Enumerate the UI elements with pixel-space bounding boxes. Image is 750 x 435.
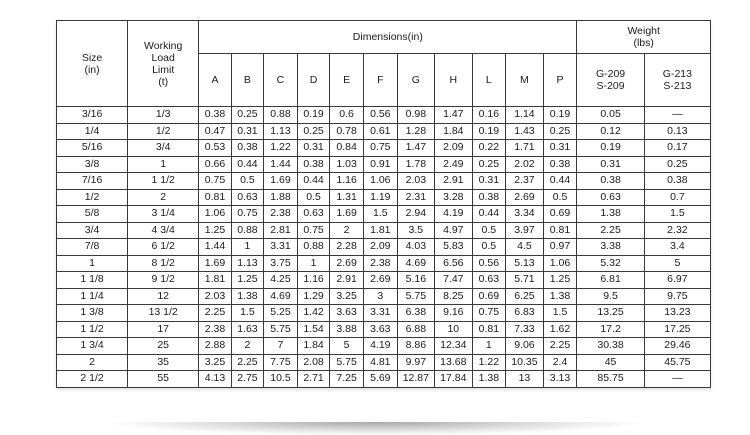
table-cell: 2.32 (644, 222, 710, 239)
table-cell: 0.61 (363, 123, 397, 140)
table-cell: 2.25 (231, 354, 263, 371)
table-cell: 4.13 (199, 371, 231, 388)
table-cell: 1 3/4 (57, 338, 128, 355)
table-cell: 55 (128, 371, 199, 388)
table-cell: 2.81 (264, 222, 298, 239)
table-cell: 3.97 (506, 222, 543, 239)
table-row (57, 222, 711, 239)
table-cell: 4.03 (397, 239, 434, 256)
table-cell: 2.4 (543, 354, 577, 371)
table-cell: 0.53 (199, 140, 231, 157)
table-cell: 0.78 (330, 123, 364, 140)
table-cell: 0.44 (231, 156, 263, 173)
table-cell: 2.94 (397, 206, 434, 223)
table-cell: 1.78 (397, 156, 434, 173)
table-cell: 2 (330, 222, 364, 239)
dimension-col-header-h: H (435, 54, 472, 107)
table-cell: 7/16 (57, 173, 128, 190)
table-cell: 0.88 (297, 239, 329, 256)
table-cell: 1.13 (231, 255, 263, 272)
table-cell: 7 (264, 338, 298, 355)
table-cell: 1.19 (363, 189, 397, 206)
table-cell: 2.38 (199, 321, 231, 338)
size-header: Size (in) (57, 21, 128, 107)
table-cell: 3.63 (363, 321, 397, 338)
table-cell: 1.81 (199, 272, 231, 289)
table-cell: 0.81 (472, 321, 506, 338)
table-cell: 0.81 (199, 189, 231, 206)
table-cell: 1.25 (543, 272, 577, 289)
table-cell: 1.38 (472, 371, 506, 388)
table-cell: 0.19 (577, 140, 644, 157)
table-cell: 0.44 (297, 173, 329, 190)
table-cell: 1.69 (264, 173, 298, 190)
table-cell: 1.16 (297, 272, 329, 289)
table-cell: 6 1/2 (128, 239, 199, 256)
table-cell: 1 (297, 255, 329, 272)
table-cell: 9.06 (506, 338, 543, 355)
table-cell: 4.81 (363, 354, 397, 371)
table-cell: 0.5 (297, 189, 329, 206)
table-cell: 0.25 (644, 156, 710, 173)
table-cell: 5.25 (264, 305, 298, 322)
table-cell: 0.6 (330, 107, 364, 124)
table-cell: 2.75 (231, 371, 263, 388)
table-cell: 45 (577, 354, 644, 371)
table-cell: 1.38 (231, 288, 263, 305)
table-cell: 2.71 (297, 371, 329, 388)
table-cell: 30.38 (577, 338, 644, 355)
table-cell: 2.91 (435, 173, 472, 190)
table-cell: 1.06 (199, 206, 231, 223)
table-cell: 2.09 (435, 140, 472, 157)
table-cell: 1.25 (199, 222, 231, 239)
table-cell: 1.03 (330, 156, 364, 173)
table-cell: 12.34 (435, 338, 472, 355)
table-cell: 2 (231, 338, 263, 355)
weight-header: Weight (lbs) (577, 21, 711, 54)
table-cell: 0.63 (472, 272, 506, 289)
table-cell: 4 3/4 (128, 222, 199, 239)
table-cell: 1.84 (297, 338, 329, 355)
table-cell: 0.22 (472, 140, 506, 157)
table-cell: 35 (128, 354, 199, 371)
table-row (57, 272, 711, 289)
table-cell: 1.88 (264, 189, 298, 206)
table-cell: 0.88 (264, 107, 298, 124)
table-row (57, 321, 711, 338)
table-row (57, 189, 711, 206)
table-cell: 6.97 (644, 272, 710, 289)
table-cell: 5 (330, 338, 364, 355)
table-cell: 0.05 (577, 107, 644, 124)
table-cell: 6.83 (506, 305, 543, 322)
table-cell: 4.19 (363, 338, 397, 355)
dimensions-header: Dimensions(in) (199, 21, 577, 54)
table-cell: 10.5 (264, 371, 298, 388)
table-cell: 1.06 (543, 255, 577, 272)
table-cell: 17 (128, 321, 199, 338)
table-cell: 8.86 (397, 338, 434, 355)
table-row (57, 371, 711, 388)
table-cell: 1 (231, 239, 263, 256)
table-cell: 0.17 (644, 140, 710, 157)
table-cell: 0.63 (231, 189, 263, 206)
table-cell: 0.56 (472, 255, 506, 272)
table-cell: 0.38 (543, 156, 577, 173)
table-cell: 0.5 (472, 239, 506, 256)
table-cell: 4.97 (435, 222, 472, 239)
table-cell: 17.84 (435, 371, 472, 388)
table-cell: 2.28 (330, 239, 364, 256)
table-cell: 1 3/8 (57, 305, 128, 322)
dimension-col-header-g: G (397, 54, 434, 107)
table-cell: 1.38 (577, 206, 644, 223)
table-cell: 0.31 (577, 156, 644, 173)
table-cell: 2.25 (577, 222, 644, 239)
table-cell: 0.97 (543, 239, 577, 256)
table-cell: 13.25 (577, 305, 644, 322)
table-cell: 1.29 (297, 288, 329, 305)
table-cell: 0.25 (472, 156, 506, 173)
table-cell: 1.71 (506, 140, 543, 157)
table-cell: 5.75 (264, 321, 298, 338)
table-cell: 0.75 (231, 206, 263, 223)
table-cell: 3/16 (57, 107, 128, 124)
table-cell: 3/8 (57, 156, 128, 173)
table-cell: 1.42 (297, 305, 329, 322)
table-cell: 0.44 (543, 173, 577, 190)
table-cell: 0.13 (644, 123, 710, 140)
table-cell: 1.14 (506, 107, 543, 124)
table-row (57, 354, 711, 371)
table-cell: 0.25 (543, 123, 577, 140)
table-row (57, 156, 711, 173)
table-cell: 1.5 (363, 206, 397, 223)
table-cell: 4.69 (264, 288, 298, 305)
table-cell: 0.19 (297, 107, 329, 124)
table-cell: 7.33 (506, 321, 543, 338)
table-cell: 3.25 (199, 354, 231, 371)
table-cell: 0.12 (577, 123, 644, 140)
table-cell: 1.43 (506, 123, 543, 140)
table-cell: 12.87 (397, 371, 434, 388)
table-cell: 1 1/4 (57, 288, 128, 305)
table-cell: 1 (472, 338, 506, 355)
page-shadow (110, 422, 640, 435)
table-cell: 0.38 (472, 189, 506, 206)
weight-col-header: G-213 S-213 (644, 54, 710, 107)
table-cell: 2.38 (264, 206, 298, 223)
table-cell: 3.31 (264, 239, 298, 256)
table-cell: 0.75 (297, 222, 329, 239)
table-cell: 1.16 (330, 173, 364, 190)
shackle-dimensions-table (56, 20, 711, 388)
table-row (57, 140, 711, 157)
table-body (57, 107, 711, 388)
table-cell: 0.19 (472, 123, 506, 140)
table-cell: 0.75 (199, 173, 231, 190)
table-cell: 2 (128, 189, 199, 206)
table-cell: 7.47 (435, 272, 472, 289)
table-cell: 0.75 (472, 305, 506, 322)
table-cell: 17.25 (644, 321, 710, 338)
table-cell: 1/4 (57, 123, 128, 140)
table-cell: 1.84 (435, 123, 472, 140)
table-row (57, 107, 711, 124)
table-cell: 0.5 (543, 189, 577, 206)
table-cell: 7.75 (264, 354, 298, 371)
table-row (57, 338, 711, 355)
table-cell: 9.16 (435, 305, 472, 322)
table-cell: 13 1/2 (128, 305, 199, 322)
table-cell: 0.7 (644, 189, 710, 206)
table-cell: 0.25 (297, 123, 329, 140)
dimension-col-header-b: B (231, 54, 263, 107)
dimension-col-header-e: E (330, 54, 364, 107)
table-cell: 3/4 (57, 222, 128, 239)
table-cell: 4.69 (397, 255, 434, 272)
table-cell: 3.13 (543, 371, 577, 388)
table-cell: 1/3 (128, 107, 199, 124)
table-cell: 2.25 (199, 305, 231, 322)
table-cell: 10 (435, 321, 472, 338)
table-row (57, 305, 711, 322)
table-cell: 3.75 (264, 255, 298, 272)
table-cell: 4.19 (435, 206, 472, 223)
table-cell: 9.75 (644, 288, 710, 305)
table-cell: — (644, 371, 710, 388)
table-cell: 7/8 (57, 239, 128, 256)
table-cell: 0.38 (577, 173, 644, 190)
table-cell: 1.22 (264, 140, 298, 157)
table-cell: 0.31 (231, 123, 263, 140)
table-cell: 0.98 (397, 107, 434, 124)
table-cell: 45.75 (644, 354, 710, 371)
table-cell: 2.38 (363, 255, 397, 272)
table-cell: 1 (57, 255, 128, 272)
table-cell: 2.03 (397, 173, 434, 190)
table-cell: 1.5 (543, 305, 577, 322)
table-cell: 1.47 (397, 140, 434, 157)
table-cell: 0.16 (472, 107, 506, 124)
table-cell: 5.83 (435, 239, 472, 256)
table-cell: 3 1/4 (128, 206, 199, 223)
table-cell: 0.38 (199, 107, 231, 124)
table-cell: 0.31 (297, 140, 329, 157)
table-cell: 0.5 (231, 173, 263, 190)
table-cell: 0.63 (577, 189, 644, 206)
table-cell: 3.63 (330, 305, 364, 322)
table-cell: 2.02 (506, 156, 543, 173)
table-cell: 5.75 (330, 354, 364, 371)
table-row (57, 239, 711, 256)
table-cell: 13 (506, 371, 543, 388)
table-cell: 1.38 (543, 288, 577, 305)
table-cell: 0.31 (543, 140, 577, 157)
table-cell: 3.28 (435, 189, 472, 206)
table-cell: 0.38 (644, 173, 710, 190)
table-cell: 6.25 (506, 288, 543, 305)
table-cell: 1.5 (644, 206, 710, 223)
table-cell: 4.5 (506, 239, 543, 256)
table-cell: 1 (128, 156, 199, 173)
dimension-col-header-a: A (199, 54, 231, 107)
table-cell: 8 1/2 (128, 255, 199, 272)
table-cell: 1.63 (231, 321, 263, 338)
table-cell: 5.71 (506, 272, 543, 289)
table-cell: 2.31 (397, 189, 434, 206)
table-cell: 1.5 (231, 305, 263, 322)
table-cell: 2.69 (506, 189, 543, 206)
table-cell: 1 1/2 (57, 321, 128, 338)
table-row (57, 123, 711, 140)
table-cell: 0.69 (543, 206, 577, 223)
table-cell: 5.32 (577, 255, 644, 272)
table-cell: 1.06 (363, 173, 397, 190)
table-cell: 2.69 (330, 255, 364, 272)
dimension-col-header-c: C (264, 54, 298, 107)
table-cell: 1.28 (397, 123, 434, 140)
dimension-col-header-d: D (297, 54, 329, 107)
header-row-top (57, 21, 711, 54)
table-cell: 3.88 (330, 321, 364, 338)
table-cell: 17.2 (577, 321, 644, 338)
table-row (57, 173, 711, 190)
table-cell: 0.31 (472, 173, 506, 190)
table-cell: 4.25 (264, 272, 298, 289)
table-cell: 1.69 (199, 255, 231, 272)
table-cell: 9.5 (577, 288, 644, 305)
table-cell: 2.25 (543, 338, 577, 355)
table-cell: 2.03 (199, 288, 231, 305)
table-cell: 7.25 (330, 371, 364, 388)
table-cell: 0.47 (199, 123, 231, 140)
table-cell: 1.25 (231, 272, 263, 289)
table-cell: 85.75 (577, 371, 644, 388)
table-cell: 0.69 (472, 288, 506, 305)
table-cell: 13.23 (644, 305, 710, 322)
table-cell: 5.13 (506, 255, 543, 272)
table-cell: 1/2 (128, 123, 199, 140)
table-cell: 1.22 (472, 354, 506, 371)
table-cell: 2.37 (506, 173, 543, 190)
table-cell: — (644, 107, 710, 124)
dimension-col-header-l: L (472, 54, 506, 107)
table-cell: 12 (128, 288, 199, 305)
table-cell: 1.44 (264, 156, 298, 173)
table-cell: 3 (363, 288, 397, 305)
table-cell: 6.56 (435, 255, 472, 272)
table-cell: 3.5 (397, 222, 434, 239)
table-cell: 25 (128, 338, 199, 355)
table-cell: 6.38 (397, 305, 434, 322)
table-cell: 0.19 (543, 107, 577, 124)
table-cell: 1.81 (363, 222, 397, 239)
dimension-col-header-p: P (543, 54, 577, 107)
table-cell: 9 1/2 (128, 272, 199, 289)
table-cell: 1.47 (435, 107, 472, 124)
table-cell: 2.91 (330, 272, 364, 289)
table-cell: 5.16 (397, 272, 434, 289)
table-cell: 0.44 (472, 206, 506, 223)
table-cell: 3.31 (363, 305, 397, 322)
table-cell: 3.34 (506, 206, 543, 223)
dimension-col-header-f: F (363, 54, 397, 107)
table-cell: 5.75 (397, 288, 434, 305)
weight-col-header: G-209 S-209 (577, 54, 644, 107)
table-cell: 0.66 (199, 156, 231, 173)
table-cell: 6.88 (397, 321, 434, 338)
table-cell: 0.88 (231, 222, 263, 239)
table-cell: 0.25 (231, 107, 263, 124)
table-cell: 0.5 (472, 222, 506, 239)
table-cell: 3.4 (644, 239, 710, 256)
table-cell: 3/4 (128, 140, 199, 157)
table-cell: 5.69 (363, 371, 397, 388)
table-cell: 0.91 (363, 156, 397, 173)
table-cell: 5 (644, 255, 710, 272)
table-cell: 0.38 (297, 156, 329, 173)
table-row (57, 206, 711, 223)
table-cell: 1.44 (199, 239, 231, 256)
table-cell: 1 1/2 (128, 173, 199, 190)
table-cell: 9.97 (397, 354, 434, 371)
table-cell: 1.31 (330, 189, 364, 206)
table-cell: 10.35 (506, 354, 543, 371)
table-cell: 2.88 (199, 338, 231, 355)
table-row (57, 255, 711, 272)
table-cell: 3.38 (577, 239, 644, 256)
dimension-col-header-m: M (506, 54, 543, 107)
working-load-limit-header: Working Load Limit (t) (128, 21, 199, 107)
table-cell: 1 1/8 (57, 272, 128, 289)
table-cell: 1.69 (330, 206, 364, 223)
table-cell: 0.38 (231, 140, 263, 157)
table-cell: 0.56 (363, 107, 397, 124)
table-cell: 13.68 (435, 354, 472, 371)
table-row (57, 288, 711, 305)
table-cell: 5/16 (57, 140, 128, 157)
table-cell: 0.75 (363, 140, 397, 157)
table-cell: 2.49 (435, 156, 472, 173)
table-cell: 1/2 (57, 189, 128, 206)
table-cell: 5/8 (57, 206, 128, 223)
table-cell: 0.63 (297, 206, 329, 223)
table-cell: 2.08 (297, 354, 329, 371)
table-cell: 2 (57, 354, 128, 371)
table-cell: 0.81 (543, 222, 577, 239)
table-cell: 2.09 (363, 239, 397, 256)
table-cell: 6.81 (577, 272, 644, 289)
table-cell: 1.13 (264, 123, 298, 140)
table-cell: 8.25 (435, 288, 472, 305)
table-cell: 2.69 (363, 272, 397, 289)
table-cell: 29.46 (644, 338, 710, 355)
table-cell: 0.84 (330, 140, 364, 157)
table-cell: 2 1/2 (57, 371, 128, 388)
table-cell: 1.54 (297, 321, 329, 338)
table-cell: 1.62 (543, 321, 577, 338)
table-cell: 3.25 (330, 288, 364, 305)
